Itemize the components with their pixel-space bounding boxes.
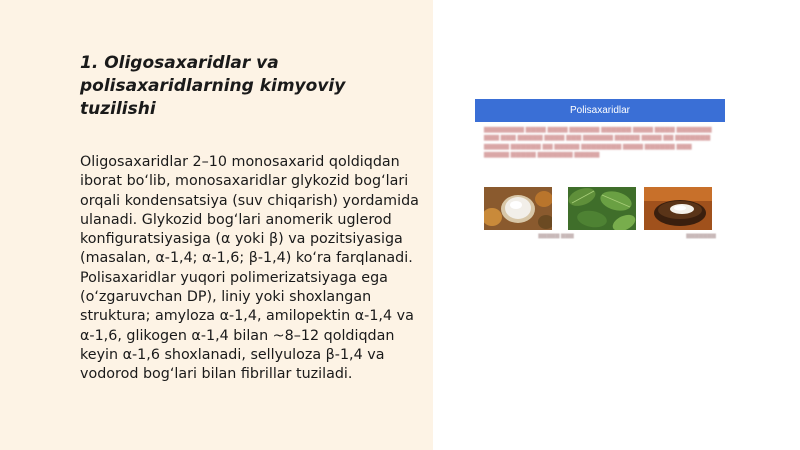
card-header: Polisaxaridlar xyxy=(475,99,725,122)
sugar-bowl-image xyxy=(644,187,712,230)
green-leaves-image xyxy=(568,187,636,230)
polysaccharides-card xyxy=(475,99,725,245)
card-description-blurred: ▆▆▆▆▆▆▆▆ ▆▆▆▆ ▆▆▆▆ ▆▆▆▆▆▆ ▆▆▆▆▆▆ ▆▆▆▆ ▆▆▆▆ ▆▆▆▆▆▆▆ ▆▆▆ ▆▆▆ ▆▆▆▆▆ ▆▆▆▆ ▆▆▆ ▆▆▆▆▆▆ ▆▆▆▆▆ ▆▆▆▆ ▆▆ ▆▆▆▆▆▆▆ ▆▆▆▆▆ ▆▆▆▆▆▆ ▆▆ ▆▆▆▆▆ ▆▆▆▆▆▆▆▆ ▆▆▆▆ ▆▆▆▆▆▆ ▆▆▆ ▆▆▆▆▆ ▆▆▆▆▆ ▆▆▆▆▆▆▆ ▆▆▆▆▆ xyxy=(484,126,712,159)
starch-powder-image xyxy=(484,187,552,230)
slide-title: 1. Oligosaxaridlar va polisaxaridlarning kimyoviy tuzilishi xyxy=(80,53,346,119)
image-caption-blurred: ▆▆▆▆▆ ▆▆▆ xyxy=(538,233,574,239)
image-caption-blurred: ▆▆▆▆▆▆▆ xyxy=(686,233,716,239)
slide-body-text: Oligosaxaridlar 2–10 monosaxarid qoldiqdan iborat bo‘lib, monosaxaridlar glykozid bog‘lari orqali kondensatsiya (suv chiqarish) yordamida ulanadi. Glykozid bog‘lari anomerik uglerod konfiguratsiyasiga (α yoki β) va pozitsiyasiga (masalan, α-1,4; α-1,6; β-1,4) ko‘ra farqlanadi. Polisaxaridlar yuqori polimerizatsiyaga ega (o‘zgaruvchan DP), liniy yoki shoxlangan struktura; amyloza α-1,4, amilopektin α-1,4 va α-1,6, glikogen α-1,4 bilan ~8–12 qoldiqdan keyin α-1,6 shoxlanadi, sellyuloza β-1,4 va vodorod bog‘lari bilan fibrillar tuziladi. xyxy=(80,154,419,383)
